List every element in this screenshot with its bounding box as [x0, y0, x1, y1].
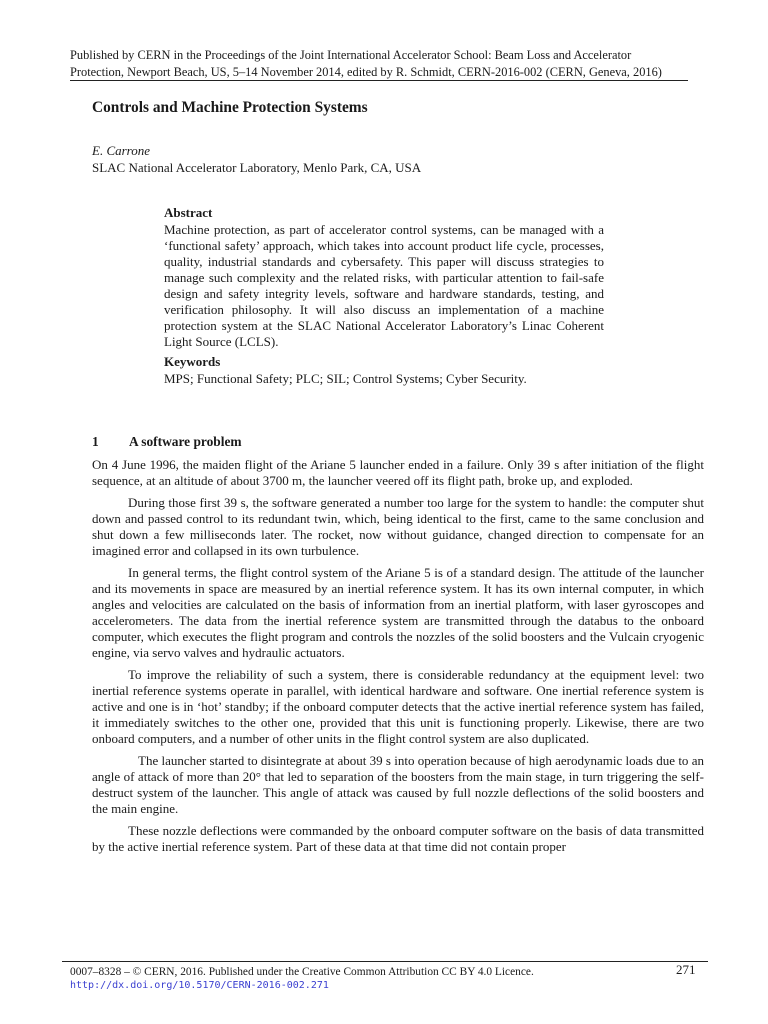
header-line-1: Published by CERN in the Proceedings of the Joint International Accelerator School: Beam Loss and Accelerator — [70, 48, 632, 62]
keywords-heading: Keywords — [164, 354, 221, 369]
abstract-heading: Abstract — [164, 205, 213, 220]
keywords-text: MPS; Functional Safety; PLC; SIL; Control Systems; Cyber Security. — [164, 371, 527, 386]
footer-rule — [62, 961, 708, 962]
header-rule — [70, 80, 688, 81]
publication-header — [70, 47, 692, 80]
page-number: 271 — [676, 962, 696, 977]
paragraph: On 4 June 1996, the maiden flight of the Ariane 5 launcher ended in a failure. Only 39 s after initiation of the flight sequence, at an altitude of about 3700 m, the launcher veered off its flight path, broke up, and exploded. — [92, 457, 704, 488]
keywords-block — [164, 354, 604, 387]
abstract-text: Machine protection, as part of accelerator control systems, can be managed with a ‘functional safety’ approach, which takes into account product life cycle, processes, quality, industrial standards and cybersafety. This paper will discuss strategies to manage such complexity and the related risks, with particular attention to fail-safe design and safety integrity levels, software and hardware standards, testing, and verification philosophy. It will also discuss an implementation of a machine protection system at the SLAC National Accelerator Laboratory’s Linac Coherent Light Source (LCLS). — [164, 222, 604, 349]
body-text — [92, 457, 704, 861]
paragraph: In general terms, the flight control system of the Ariane 5 is of a standard design. The attitude of the launcher and its movements in space are measured by an inertial reference system. It has its own internal computer, in which angles and velocities are calculated on the basis of information from an inertial platform, with laser gyroscopes and accelerometers. The data from the inertial reference system are transmitted through the databus to the onboard computer, which executes the flight program and controls the nozzles of the solid boosters and the Vulcain cryogenic engine, via servo valves and hydraulic actuators. — [92, 565, 704, 660]
abstract-block — [164, 205, 604, 350]
paragraph: The launcher started to disintegrate at about 39 s into operation because of high aerodynamic loads due to an angle of attack of more than 20° that led to separation of the boosters from the main stage, in turn triggering the self-destruct system of the launcher. This angle of attack was caused by full nozzle deflections of the solid boosters and the main engine. — [92, 753, 704, 816]
header-line-2: Protection, Newport Beach, US, 5–14 November 2014, edited by R. Schmidt, CERN-2016-002 (CERN, Geneva, 2016) — [70, 64, 662, 79]
section-number: 1 — [92, 434, 99, 449]
paragraph: These nozzle deflections were commanded by the onboard computer software on the basis of data transmitted by the active inertial reference system. Part of these data at that time did not contain proper — [92, 823, 704, 854]
author-affiliation: SLAC National Accelerator Laboratory, Menlo Park, CA, USA — [92, 160, 422, 175]
license-notice: 0007–8328 – © CERN, 2016. Published under the Creative Common Attribution CC BY 4.0 Licence. — [70, 966, 534, 978]
section-heading — [92, 433, 242, 451]
section-title: A software problem — [129, 434, 242, 449]
paragraph: To improve the reliability of such a system, there is considerable redundancy at the equipment level: two inertial reference systems operate in parallel, with identical hardware and software. One inertial reference system is active and one is in ‘hot’ standby; if the onboard computer detects that the active inertial reference system has failed, it immediately switches to the other one, provided that this unit is functioning properly. Likewise, there are two onboard computers, and a number of other units in the flight control system are also duplicated. — [92, 667, 704, 746]
paragraph: During those first 39 s, the software generated a number too large for the system to handle: the computer shut down and passed control to its redundant twin, which, being identical to the first, came to the same conclusion and shut down a few milliseconds later. The rocket, now without guidance, changed direction to compensate for an imagined error and collapsed in its own turbulence. — [92, 495, 704, 558]
author-name: E. Carrone — [92, 143, 151, 158]
paper-title: Controls and Machine Protection Systems — [92, 99, 368, 116]
doi-link[interactable]: http://dx.doi.org/10.5170/CERN-2016-002.271 — [70, 980, 329, 991]
